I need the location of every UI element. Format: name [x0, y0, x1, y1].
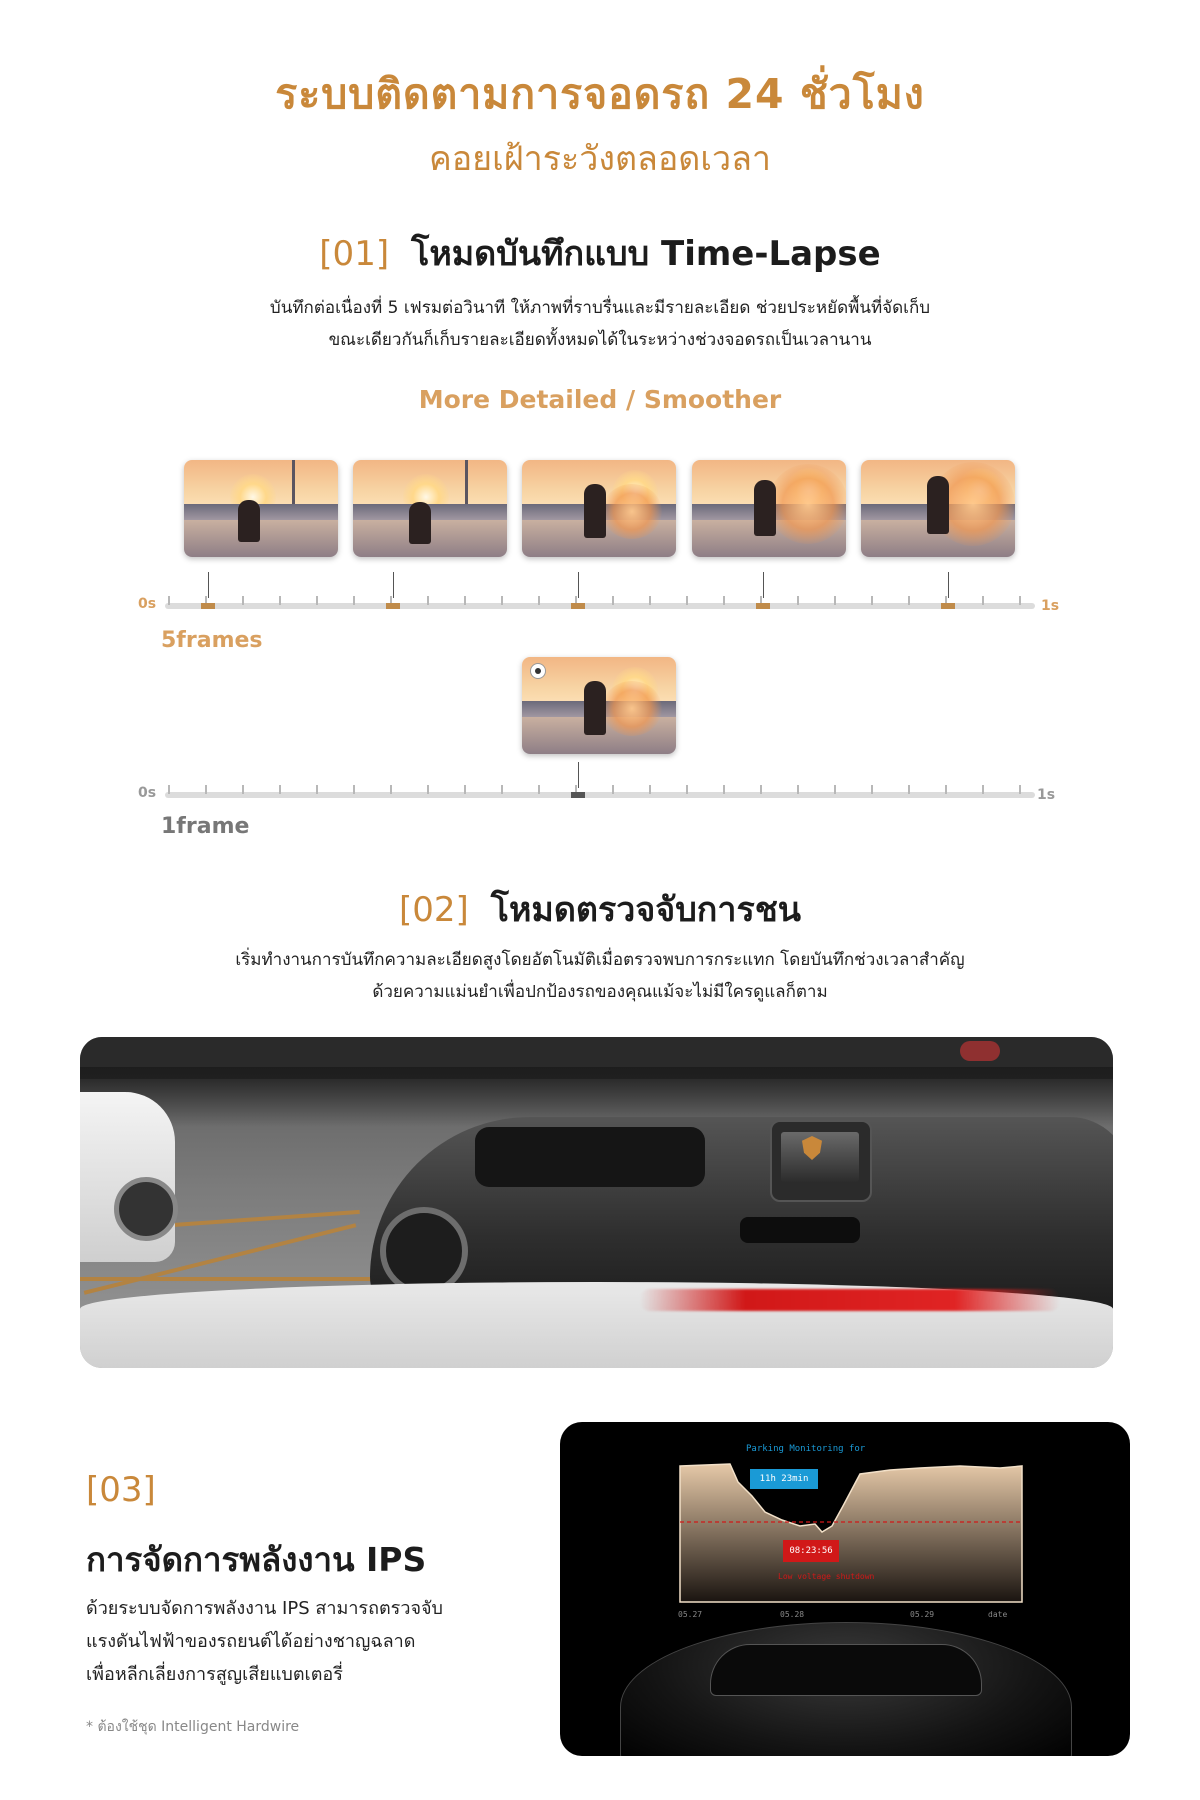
- frame-marker: [571, 792, 585, 798]
- timeline-tick: [1019, 785, 1021, 794]
- frame-marker: [386, 603, 400, 609]
- timeline-tick: [834, 785, 836, 794]
- timeline-tick: [797, 785, 799, 794]
- ips-chart-panel: [560, 1422, 1130, 1756]
- timeline-tick: [168, 785, 170, 794]
- car-windshield: [710, 1644, 982, 1696]
- timeline-tick: [686, 785, 688, 794]
- timeline-tick: [427, 785, 429, 794]
- timeline-tick: [464, 596, 466, 605]
- timeline-top-label: 5frames: [161, 628, 263, 653]
- timeline-tick: [538, 785, 540, 794]
- timeline-bottom-end: 1s: [1037, 787, 1056, 803]
- timeline-tick: [649, 785, 651, 794]
- timeline-tick: [871, 596, 873, 605]
- timelapse-frame-3: [522, 460, 676, 557]
- section3-desc-line3: เพื่อหลีกเลี่ยงการสูญเสียแบตเตอรี่: [86, 1664, 343, 1685]
- timeline-tick: [390, 785, 392, 794]
- timelapse-frame-5: [861, 460, 1015, 557]
- timeline-tick: [427, 596, 429, 605]
- timeline-tick: [612, 596, 614, 605]
- timeline-tick: [612, 785, 614, 794]
- section2-number: [02]: [398, 890, 469, 930]
- timeline-tick: [501, 596, 503, 605]
- frame-stem: [948, 572, 949, 598]
- section3-desc-line2: แรงดันไฟฟ้าของรถยนต์ได้อย่างชาญฉลาด: [86, 1631, 416, 1652]
- timeline-tick: [353, 785, 355, 794]
- timeline-tick: [871, 785, 873, 794]
- camera-icon: [530, 663, 546, 679]
- section1-number: [01]: [319, 234, 390, 274]
- voltage-area: [680, 1464, 1022, 1602]
- timelapse-frame-2: [353, 460, 507, 557]
- timeline-tick: [834, 596, 836, 605]
- timeline-bottom-start: 0s: [138, 785, 157, 801]
- timeline-tick: [982, 596, 984, 605]
- section2-desc-line1: เริ่มทำงานการบันทึกความละเอียดสูงโดยอัตโนมัติเมื่อตรวจพบการกระแทก โดยบันทึกช่วงเวลาสำคัญ: [235, 950, 965, 970]
- timeline-tick: [168, 596, 170, 605]
- timeline-tick: [649, 596, 651, 605]
- timelapse-frame-1: [184, 460, 338, 557]
- timeline-tick: [1019, 596, 1021, 605]
- rearview-mirror: [475, 1127, 705, 1187]
- frame-stem: [763, 572, 764, 598]
- timeline-tick: [945, 785, 947, 794]
- timeline-tick: [279, 596, 281, 605]
- page-subtitle: คอยเฝ้าระวังตลอดเวลา: [429, 139, 771, 179]
- timeline-tick: [908, 596, 910, 605]
- section2-desc-line2: ด้วยความแม่นยำเพื่อปกป้องรถของคุณแม้จะไม่มีใครดูแลก็ตาม: [372, 982, 828, 1002]
- timeline-bottom-track: [165, 792, 1035, 798]
- headlight: [740, 1217, 860, 1243]
- frame-stem: [578, 572, 579, 598]
- shutdown-label: Low voltage shutdown: [778, 1572, 875, 1581]
- section1-heading: [0, 226, 1200, 280]
- x-tick: 05.28: [780, 1610, 805, 1619]
- frame-marker: [756, 603, 770, 609]
- frame-stem: [578, 762, 579, 788]
- timeline-tick: [464, 785, 466, 794]
- timeline-tick: [242, 785, 244, 794]
- timeline-tick: [982, 785, 984, 794]
- timeline-tick: [760, 785, 762, 794]
- section3-desc: [86, 1592, 526, 1691]
- section2-heading: [0, 882, 1200, 936]
- frame-stem: [208, 572, 209, 598]
- shutdown-time: 08:23:56: [789, 1546, 833, 1556]
- timeline-top-start: 0s: [138, 596, 157, 612]
- duration-value: 11h 23min: [759, 1474, 809, 1484]
- timeline-tick: [908, 785, 910, 794]
- section1-tagline: More Detailed / Smoother: [418, 385, 782, 414]
- timeline-bottom-label: 1frame: [161, 814, 250, 839]
- single-frame: [522, 657, 676, 754]
- x-tick: 05.29: [910, 1610, 935, 1619]
- section2-title: โหมดตรวจจับการชน: [490, 890, 802, 930]
- section3-desc-line1: ด้วยระบบจัดการพลังงาน IPS สามารถตรวจจับ: [86, 1598, 443, 1619]
- timeline-tick: [279, 785, 281, 794]
- timeline-top-track: [165, 603, 1035, 609]
- section1-desc-line1: บันทึกต่อเนื่องที่ 5 เฟรมต่อวินาที ให้ภาพที่ราบรื่นและมีรายละเอียด ช่วยประหยัดพื้นที่จัดเก็บ: [269, 298, 931, 318]
- section3-title: การจัดการพลังงาน IPS: [86, 1540, 427, 1579]
- timeline-tick: [205, 785, 207, 794]
- timeline-tick: [686, 596, 688, 605]
- section1-desc-line2: ขณะเดียวกันก็เก็บรายละเอียดทั้งหมดได้ในระหว่างช่วงจอดรถเป็นเวลานาน: [328, 330, 872, 350]
- frame-marker: [201, 603, 215, 609]
- frame-marker: [571, 603, 585, 609]
- monitoring-label: Parking Monitoring for: [746, 1444, 866, 1454]
- timeline-tick: [242, 596, 244, 605]
- timeline-tick: [538, 596, 540, 605]
- section1-title: โหมดบันทึกแบบ Time-Lapse: [411, 234, 881, 274]
- timeline-tick: [723, 596, 725, 605]
- frame-marker: [941, 603, 955, 609]
- timeline-tick: [797, 596, 799, 605]
- collision-detection-photo: [80, 1037, 1113, 1368]
- page-title: ระบบติดตามการจอดรถ 24 ชั่วโมง: [275, 70, 925, 118]
- dashcam: [770, 1120, 872, 1202]
- section3-number: [03]: [86, 1470, 156, 1510]
- section3-note: * ต้องใช้ชุด Intelligent Hardwire: [86, 1719, 300, 1735]
- timeline-tick: [316, 785, 318, 794]
- timelapse-frame-4: [692, 460, 846, 557]
- timeline-tick: [353, 596, 355, 605]
- impact-glow: [640, 1289, 1060, 1311]
- timeline-tick: [316, 596, 318, 605]
- timeline-tick: [501, 785, 503, 794]
- x-axis-label: date: [988, 1610, 1008, 1619]
- timeline-top-end: 1s: [1041, 598, 1060, 614]
- x-tick: 05.27: [678, 1610, 703, 1619]
- timeline-tick: [723, 785, 725, 794]
- frame-stem: [393, 572, 394, 598]
